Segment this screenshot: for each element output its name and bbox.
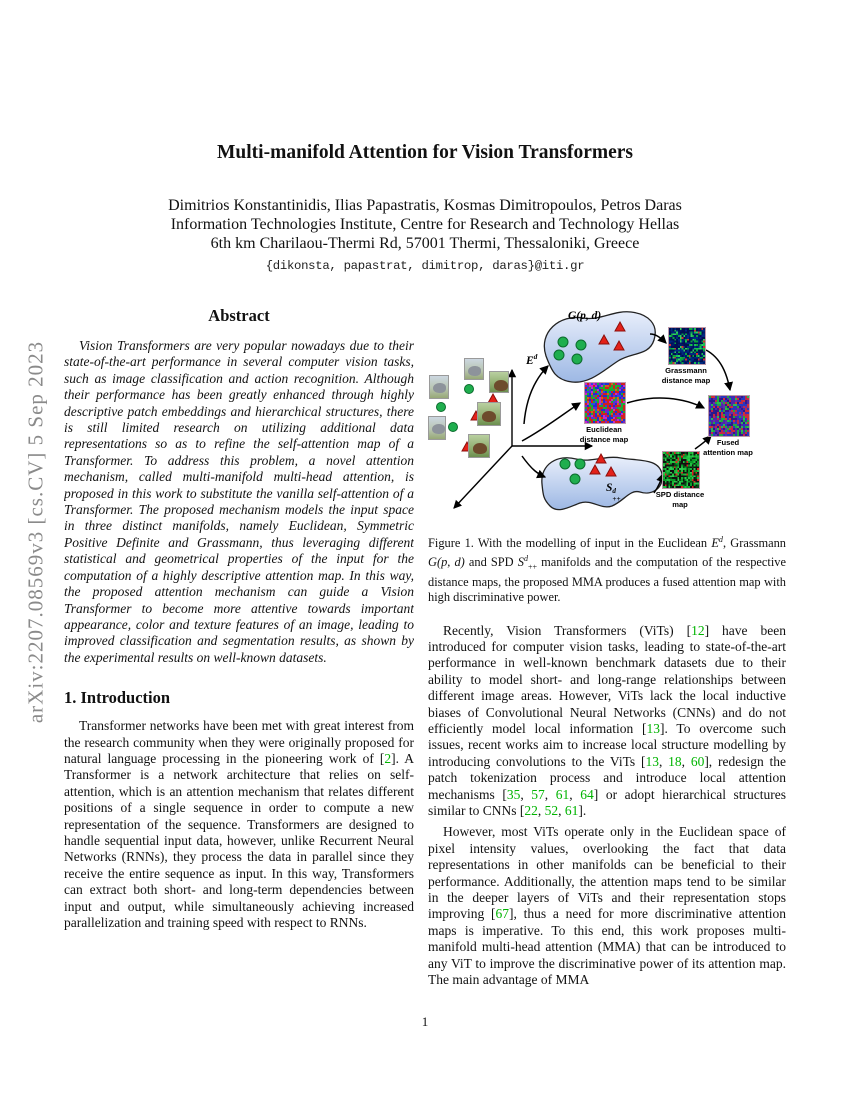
text-segment: manifolds and the computation of the respective distance maps, the proposed MMA produces a fused attention map with high discriminative power.	[428, 555, 786, 605]
citation-link[interactable]: 61	[564, 803, 579, 818]
text-segment: ,	[537, 803, 545, 818]
affiliation-line: Information Technologies Institute, Centre for Research and Technology Hellas	[170, 216, 680, 233]
elephant-photo-2	[429, 375, 449, 399]
text-segment: ,	[569, 786, 581, 802]
spd-map-label: SPD distance map	[655, 490, 705, 509]
paper-title: Multi-manifold Attention for Vision Transformers	[217, 142, 633, 163]
text-segment: E	[711, 536, 719, 551]
authors-line: Dimitrios Konstantinidis, Ilias Papastratis, Kosmas Dimitropoulos, Petros Daras	[168, 197, 682, 214]
citation-link[interactable]: 22	[524, 803, 538, 818]
text-segment: S	[517, 555, 524, 570]
text-segment: Recently, Vision Transformers (ViTs) [	[443, 622, 692, 638]
euclidean-distance-map	[584, 382, 626, 424]
page-number: 1	[421, 1014, 429, 1029]
text-segment: ,	[658, 753, 669, 769]
figure-caption	[428, 532, 786, 606]
text-segment: ] or adopt hierarchical structures similar to CNNs [	[428, 786, 786, 818]
body-paragraph-1	[428, 623, 786, 820]
text-segment: Figure 1. With the modelling of input in the Euclidean	[428, 536, 712, 551]
bear-photo-3	[468, 434, 490, 458]
text-segment: ]. A Transformer is a network architecture that relies on self-attention, which is an attention mechanism that relates different positions of a single sequence in order to compute a new representation of the sequence. Transformers are designed to handle sequential input data, however, unlike Recurrent Neural Networks (RNNs), they process the data in parallel since they receive the entire sequence as input. In this way, Transformers can extract both short- and long-term dependencies between input and output, while simultaneously achieving increased parallelization and training speed with respect to RNNs.	[64, 750, 414, 930]
introduction-paragraph	[64, 718, 414, 931]
section-heading-introduction: 1. Introduction	[64, 688, 171, 708]
citation-link[interactable]: 13	[646, 720, 661, 736]
right-column	[428, 298, 786, 1010]
text-segment: ,	[544, 786, 556, 802]
citation-link[interactable]: 60	[690, 753, 705, 769]
text-segment: ,	[681, 753, 691, 769]
text-segment: ++	[527, 562, 538, 572]
text-segment: However, most ViTs operate only in the Euclidean space of pixel intensity values, overlooking the fact that data representations in other manifolds can be beneficial to their performance. Additionally, the attention maps tend to be similar in the deeper layers of ViTs and their representation stops improving [	[428, 824, 786, 922]
text-segment: G(p, d)	[428, 555, 465, 570]
text-segment: ], thus a need for more discriminative attention maps is imperative. To this end, this work proposes multi-manifold multi-head attention (MMA) that can be introduced to any ViT to improve the discriminative power of its attention map. The main advantage of MMA	[428, 906, 786, 988]
elephant-photo-3	[428, 416, 446, 440]
citation-link[interactable]: 52	[544, 803, 559, 818]
grassmann-space-label: G(p, d)	[568, 310, 602, 322]
citation-link[interactable]: 35	[506, 786, 521, 802]
text-segment: ]. To overcome such issues, recent works aim to increase local structure modelling by introducing convolutions to the ViTs [	[428, 720, 786, 769]
text-segment: ,	[558, 803, 565, 818]
text-segment: d	[523, 554, 528, 564]
address-line: 6th km Charilaou-Thermi Rd, 57001 Thermi, Thessaloniki, Greece	[210, 235, 640, 252]
text-segment: ,	[520, 786, 532, 802]
citation-link[interactable]: 67	[495, 906, 509, 922]
text-segment: ] have been introduced for computer vision tasks, leading to state-of-the-art performance in well-known benchmark datasets due to their ability to model short- and long-range relationships between different image areas. However, ViTs lack the local inductive biases of Convolutional Neural Networks (CNNs) and do not efficiently model local information [	[428, 622, 786, 736]
citation-link[interactable]: 12	[691, 622, 705, 638]
text-segment: and SPD	[464, 555, 518, 570]
citation-link[interactable]: 13	[645, 753, 659, 769]
citation-link[interactable]: 57	[531, 786, 545, 802]
citation-link[interactable]: 18	[668, 753, 682, 769]
citation-link[interactable]: 64	[580, 786, 594, 802]
text-segment: Transformer networks have been met with great interest from the research community when they were originally proposed for natural language processing in the pioneering work of [	[64, 718, 414, 766]
euclidean-space-label: $E^d$	[526, 352, 538, 367]
citation-link[interactable]: 61	[555, 786, 570, 802]
bear-photo-2	[477, 402, 501, 426]
figure-1	[428, 298, 786, 526]
text-segment: d	[718, 535, 723, 544]
abstract-heading: Abstract	[208, 306, 270, 325]
euclidean-map-label: Euclidean distance map	[579, 425, 629, 444]
fused-attention-map	[708, 395, 750, 437]
grassmann-distance-map	[668, 327, 706, 365]
body-paragraph-2	[428, 824, 786, 988]
arxiv-watermark: arXiv:2207.08569v3 [cs.CV] 5 Sep 2023	[23, 340, 48, 724]
elephant-photo-1	[464, 358, 484, 380]
text-segment: Vision Transformers are very popular nowadays due to their state-of-the-art performance in several computer vision tasks, such as image classification and action recognition. Although their performance has been greatly enhanced through highly descriptive patch embeddings and hierarchical structures, there is still limited research on utilizing additional data representations so as to refine the self-attention map of a Transformer. To address this problem, a novel attention mechanism, called multi-manifold multi-head attention, is proposed in this work to substitute the vanilla self-attention of a Transformer. The proposed mechanism models the input space in three distinct manifolds, namely Euclidean, Symmetric Positive Definite and Grassmann, thus leveraging different statistical and geometrical properties of the input for the computation of a highly descriptive attention map. In this way, the proposed attention mechanism can guide a Vision Transformer to become more attentive towards important appearance, color and texture features of an image, leading to improved classification and segmentation results, as shown by the experimental results on well-known datasets.	[64, 338, 414, 665]
text-segment: ].	[578, 803, 587, 818]
fused-map-label: Fused attention map	[703, 438, 753, 457]
author-block	[0, 196, 850, 276]
grassmann-map-label: Grassmann distance map	[661, 366, 711, 385]
abstract-paragraph	[64, 338, 414, 666]
citation-link[interactable]: 2	[384, 750, 392, 766]
email-line: {dikonsta, papastrat, dimitrop, daras}@iti.gr	[265, 259, 585, 273]
spd-space-label: S d ++	[606, 482, 621, 503]
text-segment: , Grassmann	[722, 536, 786, 551]
left-column	[64, 306, 414, 1006]
bear-photo-1	[489, 371, 509, 393]
text-segment: ], redesign the patch tokenization process and introduce local attention mechanisms [	[428, 753, 786, 802]
